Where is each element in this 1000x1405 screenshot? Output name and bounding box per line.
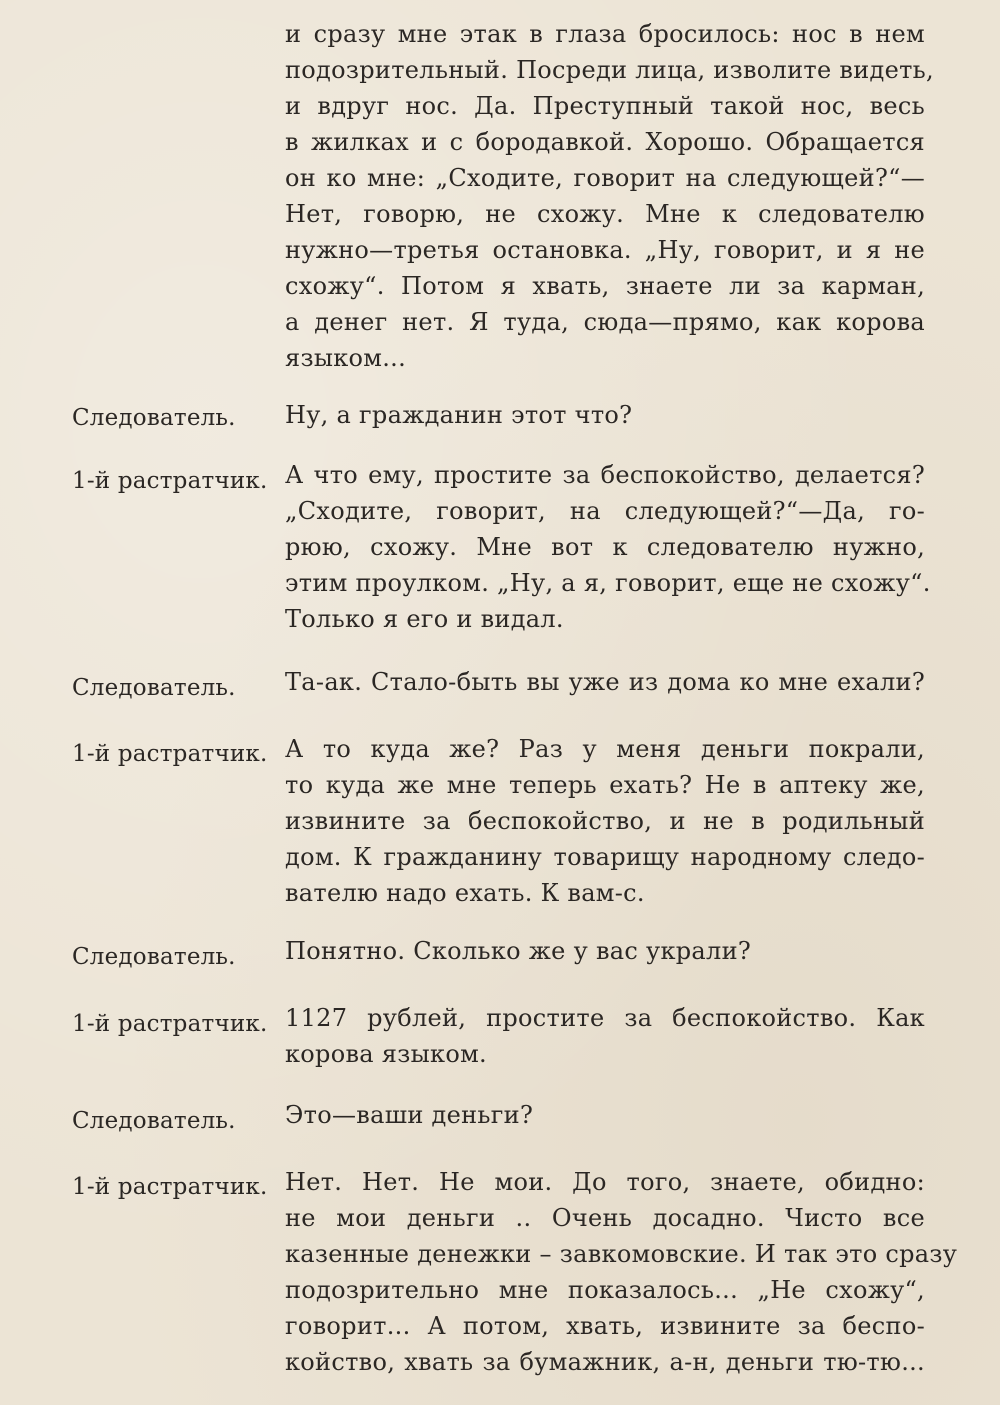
text-line: „Сходите, говорит, на следующей?“—Да, го- bbox=[285, 497, 925, 525]
text-line: и сразу мне этак в глаза бросилось: нос в нем bbox=[285, 20, 925, 48]
text-line: рюю, схожу. Мне вот к следователю нужно, bbox=[285, 533, 925, 561]
text-line: не мои деньги .. Очень досадно. Чисто все bbox=[285, 1204, 925, 1232]
text-line: Понятно. Сколько же у вас украли? bbox=[285, 937, 752, 965]
text-line: А что ему, простите за беспокойство, делается? bbox=[285, 461, 925, 489]
text-line: нужно—третья остановка. „Ну, говорит, и я не bbox=[285, 236, 925, 264]
text-line: он ко мне: „Сходите, говорит на следующей?“— bbox=[285, 164, 925, 192]
text-line: в жилках и с бородавкой. Хорошо. Обращается bbox=[285, 128, 925, 156]
text-line: корова языком. bbox=[285, 1040, 487, 1068]
text-line: говорит... А потом, хвать, извините за беспо- bbox=[285, 1312, 925, 1340]
text-line: извините за беспокойство, и не в родильный bbox=[285, 807, 925, 835]
speaker-label: Следователь. bbox=[72, 1108, 236, 1134]
text-line: Нет. Нет. Не мои. До того, знаете, обидно: bbox=[285, 1168, 925, 1196]
text-line: подозрительно мне показалось... „Не схожу“, bbox=[285, 1276, 925, 1304]
text-line: этим проулком. „Ну, а я, говорит, еще не схожу“. bbox=[285, 569, 931, 597]
speaker-label: Следователь. bbox=[72, 944, 236, 970]
text-line: Нет, говорю, не схожу. Мне к следователю bbox=[285, 200, 925, 228]
text-line: А то куда же? Раз у меня деньги покрали, bbox=[285, 735, 925, 763]
speaker-label: 1-й растратчик. bbox=[72, 468, 268, 494]
text-line: то куда же мне теперь ехать? Не в аптеку же, bbox=[285, 771, 925, 799]
speaker-label: Следователь. bbox=[72, 405, 236, 431]
text-line: 1127 рублей, простите за беспокойство. Как bbox=[285, 1004, 925, 1032]
text-line: схожу“. Потом я хвать, знаете ли за карман, bbox=[285, 272, 925, 300]
text-line: Только я его и видал. bbox=[285, 605, 564, 633]
text-line: подозрительный. Посреди лица, изволите видеть, bbox=[285, 56, 934, 84]
text-line: койство, хвать за бумажник, а-н, деньги тю-тю... bbox=[285, 1348, 925, 1376]
text-line: Ну, а гражданин этот что? bbox=[285, 401, 633, 429]
speaker-label: Следователь. bbox=[72, 675, 236, 701]
text-line: Та-ак. Стало-быть вы уже из дома ко мне ехали? bbox=[285, 668, 925, 696]
text-line: и вдруг нос. Да. Преступный такой нос, весь bbox=[285, 92, 925, 120]
speaker-label: 1-й растратчик. bbox=[72, 1174, 268, 1200]
text-line: казенные денежки – завкомовские. И так это сразу bbox=[285, 1240, 958, 1268]
speaker-label: 1-й растратчик. bbox=[72, 1011, 268, 1037]
text-line: вателю надо ехать. К вам-с. bbox=[285, 879, 645, 907]
text-line: а денег нет. Я туда, сюда—прямо, как корова bbox=[285, 308, 925, 336]
text-line: дом. К гражданину товарищу народному следо- bbox=[285, 843, 925, 871]
text-line: Это—ваши деньги? bbox=[285, 1101, 534, 1129]
text-line: языком... bbox=[285, 344, 407, 372]
speaker-label: 1-й растратчик. bbox=[72, 741, 268, 767]
